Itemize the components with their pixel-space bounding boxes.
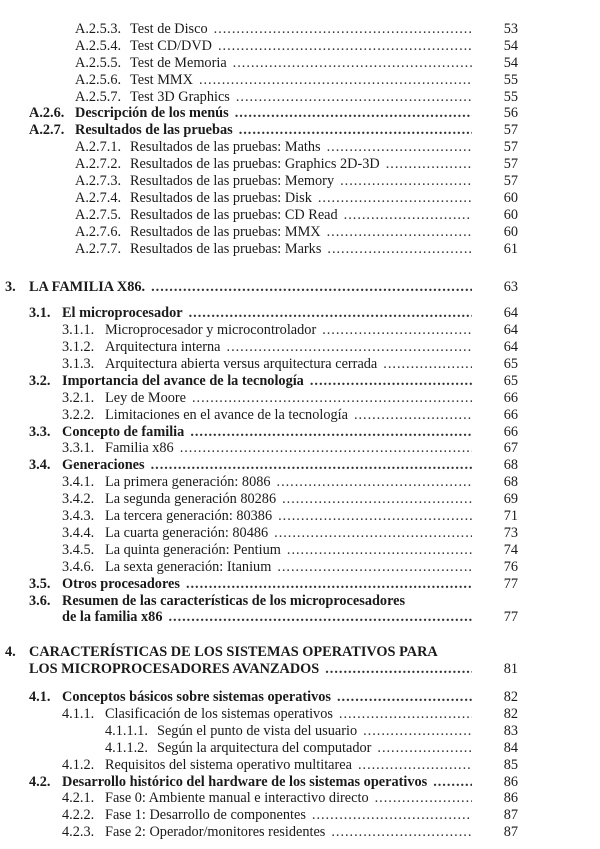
toc-entry[interactable] bbox=[0, 457, 600, 474]
dot-leader bbox=[282, 491, 472, 508]
toc-entry[interactable] bbox=[0, 390, 600, 407]
toc-block bbox=[0, 21, 600, 257]
entry-title: Arquitectura interna bbox=[105, 339, 221, 356]
dot-leader bbox=[277, 559, 472, 576]
entry-number: 4.2.1. bbox=[62, 790, 95, 807]
dot-leader bbox=[337, 689, 472, 706]
page-number: 84 bbox=[503, 739, 518, 756]
entry-title: Fase 0: Ambiente manual e interactivo directo bbox=[105, 790, 369, 807]
page-number: 54 bbox=[503, 54, 518, 71]
dot-leader bbox=[310, 373, 472, 390]
entry-number: 3.4.5. bbox=[62, 541, 95, 558]
entry-title: Familia x86 bbox=[105, 440, 174, 457]
entry-title: LA FAMILIA X86. bbox=[29, 279, 146, 296]
dot-leader bbox=[383, 356, 472, 373]
page-number: 66 bbox=[503, 423, 518, 440]
toc-entry[interactable] bbox=[0, 790, 600, 807]
toc-entry[interactable] bbox=[0, 407, 600, 424]
entry-number: 3.1.1. bbox=[62, 322, 95, 339]
toc-entry[interactable] bbox=[0, 356, 600, 373]
entry-title: Importancia del avance de la tecnología bbox=[62, 372, 304, 389]
entry-title: El microprocesador bbox=[62, 305, 183, 322]
dot-leader bbox=[358, 757, 472, 774]
entry-number: 3.2. bbox=[29, 372, 51, 389]
entry-title: Test 3D Graphics bbox=[130, 88, 230, 105]
dot-leader bbox=[192, 390, 472, 407]
page-number: 68 bbox=[503, 474, 518, 491]
dot-leader bbox=[327, 241, 472, 258]
toc-entry[interactable] bbox=[0, 576, 600, 593]
dot-leader bbox=[322, 322, 472, 339]
entry-number: A.2.5.6. bbox=[75, 71, 122, 88]
toc-entry[interactable] bbox=[0, 757, 600, 774]
entry-title: Test CD/DVD bbox=[130, 37, 212, 54]
dot-leader bbox=[239, 122, 472, 139]
toc-entry[interactable] bbox=[0, 21, 600, 38]
dot-leader bbox=[189, 305, 472, 322]
dot-leader bbox=[344, 207, 472, 224]
entry-title: de la familia x86 bbox=[62, 609, 163, 626]
entry-number: 4.1.1. bbox=[62, 705, 95, 722]
entry-title: La quinta generación: Pentium bbox=[105, 541, 281, 558]
entry-number: A.2.5.7. bbox=[75, 88, 122, 105]
dot-leader bbox=[375, 790, 472, 807]
entry-number: 3.4.1. bbox=[62, 474, 95, 491]
dot-leader bbox=[233, 55, 472, 72]
entry-title: Test de Memoria bbox=[130, 54, 227, 71]
page-number: 82 bbox=[503, 705, 518, 722]
page-number: 66 bbox=[503, 406, 518, 423]
entry-number: 3.1.3. bbox=[62, 356, 95, 373]
toc-entry[interactable] bbox=[0, 139, 600, 156]
entry-title: Según el punto de vista del usuario bbox=[157, 722, 358, 739]
toc-entry[interactable] bbox=[0, 322, 600, 339]
dot-leader bbox=[433, 774, 472, 791]
page-number: 65 bbox=[503, 356, 518, 373]
toc-entry[interactable] bbox=[0, 508, 600, 525]
page-number: 60 bbox=[503, 223, 518, 240]
table-of-contents bbox=[0, 21, 600, 841]
entry-number: A.2.5.4. bbox=[75, 37, 122, 54]
entry-title: Resultados de las pruebas: Maths bbox=[130, 139, 321, 156]
toc-entry[interactable] bbox=[0, 824, 600, 841]
page-number: 63 bbox=[503, 279, 518, 296]
entry-number: 3.1.2. bbox=[62, 339, 95, 356]
toc-entry[interactable] bbox=[0, 72, 600, 89]
page-number: 60 bbox=[503, 189, 518, 206]
dot-leader bbox=[339, 706, 472, 723]
toc-entry[interactable] bbox=[0, 593, 600, 610]
dot-leader bbox=[331, 824, 472, 841]
entry-title: Arquitectura abierta versus arquitectura cerrada bbox=[105, 356, 378, 373]
entry-number: 3.5. bbox=[29, 575, 51, 592]
entry-title: Ley de Moore bbox=[105, 389, 186, 406]
toc-entry[interactable] bbox=[0, 190, 600, 207]
toc-entry[interactable] bbox=[0, 559, 600, 576]
toc-entry[interactable] bbox=[0, 474, 600, 491]
entry-title: Resultados de las pruebas: Disk bbox=[130, 189, 312, 206]
entry-number: 4.1. bbox=[29, 689, 51, 706]
page-number: 87 bbox=[503, 824, 518, 841]
toc-entry[interactable] bbox=[0, 807, 600, 824]
entry-number: 3.4. bbox=[29, 457, 51, 474]
toc-entry[interactable] bbox=[0, 491, 600, 508]
dot-leader bbox=[363, 723, 472, 740]
entry-number: 3.3. bbox=[29, 423, 51, 440]
page-number: 74 bbox=[503, 541, 518, 558]
toc-entry[interactable] bbox=[0, 207, 600, 224]
page-number: 65 bbox=[503, 372, 518, 389]
entry-title: Test de Disco bbox=[130, 21, 208, 37]
page-number: 56 bbox=[503, 105, 518, 122]
toc-entry[interactable] bbox=[0, 661, 600, 678]
entry-number: 4.1.1.1. bbox=[105, 722, 148, 739]
entry-title: Conceptos básicos sobre sistemas operativos bbox=[62, 689, 331, 706]
page-number: 81 bbox=[503, 661, 518, 678]
entry-title: Resultados de las pruebas: Marks bbox=[130, 240, 322, 257]
entry-title: Fase 2: Operador/monitores residentes bbox=[105, 824, 326, 841]
page-number: 66 bbox=[503, 389, 518, 406]
entry-number: 4. bbox=[5, 644, 16, 661]
entry-number: 3.2.2. bbox=[62, 406, 95, 423]
entry-number: 3.1. bbox=[29, 305, 51, 322]
toc-entry[interactable] bbox=[0, 609, 600, 626]
page-number: 64 bbox=[503, 339, 518, 356]
entry-number: A.2.7.2. bbox=[75, 156, 122, 173]
page-number: 77 bbox=[503, 575, 518, 592]
entry-title: Generaciones bbox=[62, 457, 145, 474]
page-number: 67 bbox=[503, 440, 518, 457]
dot-leader bbox=[236, 89, 472, 106]
dot-leader bbox=[168, 609, 472, 626]
entry-title: Fase 1: Desarrollo de componentes bbox=[105, 807, 306, 824]
entry-number: 4.2.2. bbox=[62, 807, 95, 824]
page-number: 64 bbox=[503, 322, 518, 339]
entry-title: La cuarta generación: 80486 bbox=[105, 524, 269, 541]
entry-title: La segunda generación 80286 bbox=[105, 491, 277, 508]
entry-title: Requisitos del sistema operativo multitarea bbox=[105, 756, 352, 773]
page-number: 55 bbox=[503, 88, 518, 105]
entry-number: A.2.7.5. bbox=[75, 206, 122, 223]
toc-entry[interactable] bbox=[0, 89, 600, 106]
entry-number: A.2.6. bbox=[29, 105, 65, 122]
entry-title: Test MMX bbox=[130, 71, 193, 88]
toc-entry[interactable] bbox=[0, 241, 600, 258]
entry-number: 3.4.2. bbox=[62, 491, 95, 508]
toc-entry[interactable] bbox=[0, 440, 600, 457]
entry-title: CARACTERÍSTICAS DE LOS SISTEMAS OPERATIVOS PARA bbox=[29, 644, 438, 661]
entry-title: La tercera generación: 80386 bbox=[105, 508, 273, 525]
dot-leader bbox=[227, 339, 472, 356]
toc-entry[interactable] bbox=[0, 424, 600, 441]
dot-leader bbox=[235, 105, 472, 122]
page-number: 60 bbox=[503, 206, 518, 223]
entry-title: Resultados de las pruebas: MMX bbox=[130, 223, 321, 240]
dot-leader bbox=[274, 525, 472, 542]
page-number: 57 bbox=[503, 139, 518, 156]
dot-leader bbox=[199, 72, 472, 89]
entry-number: A.2.7.7. bbox=[75, 240, 122, 257]
dot-leader bbox=[325, 661, 472, 678]
page-number: 86 bbox=[503, 790, 518, 807]
entry-number: 3.4.3. bbox=[62, 508, 95, 525]
entry-title: Desarrollo histórico del hardware de los sistemas operativos bbox=[62, 773, 428, 790]
toc-entry[interactable] bbox=[0, 55, 600, 72]
toc-block bbox=[0, 279, 600, 296]
toc-entry[interactable] bbox=[0, 373, 600, 390]
dot-leader bbox=[327, 139, 472, 156]
dot-leader bbox=[277, 474, 472, 491]
page-number: 73 bbox=[503, 524, 518, 541]
dot-leader bbox=[180, 440, 472, 457]
page-number: 82 bbox=[503, 689, 518, 706]
toc-entry[interactable] bbox=[0, 525, 600, 542]
page-number: 54 bbox=[503, 37, 518, 54]
entry-number: A.2.7.4. bbox=[75, 189, 122, 206]
entry-number: 3.3.1. bbox=[62, 440, 95, 457]
dot-leader bbox=[287, 542, 472, 559]
entry-number: A.2.7.1. bbox=[75, 139, 122, 156]
entry-title: Resultados de las pruebas: Memory bbox=[130, 173, 335, 190]
page-number: 69 bbox=[503, 491, 518, 508]
entry-number: A.2.7.6. bbox=[75, 223, 122, 240]
page-number: 85 bbox=[503, 756, 518, 773]
entry-number: 3.4.4. bbox=[62, 524, 95, 541]
dot-leader bbox=[377, 740, 472, 757]
dot-leader bbox=[214, 21, 472, 38]
entry-title: Clasificación de los sistemas operativos bbox=[105, 705, 333, 722]
page-number: 61 bbox=[503, 240, 518, 257]
entry-number: A.2.7. bbox=[29, 122, 65, 139]
dot-leader bbox=[218, 38, 472, 55]
page-number: 68 bbox=[503, 457, 518, 474]
entry-number: 3.4.6. bbox=[62, 558, 95, 575]
entry-title: Otros procesadores bbox=[62, 575, 180, 592]
toc-entry[interactable] bbox=[0, 689, 600, 706]
dot-leader bbox=[386, 156, 472, 173]
page-number: 64 bbox=[503, 305, 518, 322]
entry-title: Resultados de las pruebas: Graphics 2D-3D bbox=[130, 156, 380, 173]
entry-title: Concepto de familia bbox=[62, 423, 185, 440]
toc-entry[interactable] bbox=[0, 224, 600, 241]
dot-leader bbox=[190, 424, 472, 441]
entry-number: A.2.5.3. bbox=[75, 21, 122, 37]
entry-title: Según la arquitectura del computador bbox=[157, 739, 372, 756]
page-number: 86 bbox=[503, 773, 518, 790]
dot-leader bbox=[318, 190, 472, 207]
toc-entry[interactable] bbox=[0, 173, 600, 190]
toc-entry[interactable] bbox=[0, 122, 600, 139]
toc-entry[interactable] bbox=[0, 774, 600, 791]
toc-block bbox=[0, 644, 600, 678]
entry-title: Resultados de las pruebas: CD Read bbox=[130, 206, 338, 223]
entry-number: 3. bbox=[5, 279, 16, 296]
page-number: 55 bbox=[503, 71, 518, 88]
toc-entry[interactable] bbox=[0, 156, 600, 173]
entry-title: Resultados de las pruebas bbox=[75, 122, 233, 139]
entry-number: A.2.7.3. bbox=[75, 173, 122, 190]
dot-leader bbox=[312, 807, 472, 824]
page-number: 71 bbox=[503, 508, 518, 525]
entry-number: 4.2.3. bbox=[62, 824, 95, 841]
toc-entry[interactable] bbox=[0, 542, 600, 559]
toc-entry[interactable] bbox=[0, 339, 600, 356]
toc-entry[interactable] bbox=[0, 706, 600, 723]
dot-leader bbox=[151, 279, 472, 296]
dot-leader bbox=[327, 224, 472, 241]
toc-block bbox=[0, 305, 600, 626]
dot-leader bbox=[340, 173, 472, 190]
entry-number: 4.2. bbox=[29, 773, 51, 790]
toc-entry[interactable] bbox=[0, 279, 600, 296]
page-number: 53 bbox=[503, 21, 518, 37]
entry-number: 3.6. bbox=[29, 592, 51, 609]
entry-number: A.2.5.5. bbox=[75, 54, 122, 71]
page-number: 87 bbox=[503, 807, 518, 824]
entry-title: LOS MICROPROCESADORES AVANZADOS bbox=[29, 661, 320, 678]
page-number: 76 bbox=[503, 558, 518, 575]
entry-title: Descripción de los menús bbox=[75, 105, 229, 122]
entry-title: La primera generación: 8086 bbox=[105, 474, 271, 491]
entry-number: 4.1.2. bbox=[62, 756, 95, 773]
toc-block bbox=[0, 689, 600, 841]
entry-title: Limitaciones en el avance de la tecnología bbox=[105, 406, 348, 423]
entry-title: La sexta generación: Itanium bbox=[105, 558, 272, 575]
page-number: 77 bbox=[503, 609, 518, 626]
dot-leader bbox=[278, 508, 472, 525]
page-number: 57 bbox=[503, 122, 518, 139]
entry-title: Microprocesador y microcontrolador bbox=[105, 322, 317, 339]
page-number: 57 bbox=[503, 156, 518, 173]
dot-leader bbox=[354, 407, 472, 424]
toc-entry[interactable] bbox=[0, 38, 600, 55]
toc-entry[interactable] bbox=[0, 740, 600, 757]
entry-number: 4.1.1.2. bbox=[105, 739, 148, 756]
toc-entry[interactable] bbox=[0, 723, 600, 740]
toc-entry[interactable] bbox=[0, 305, 600, 322]
dot-leader bbox=[186, 576, 472, 593]
toc-entry[interactable] bbox=[0, 105, 600, 122]
page-number: 57 bbox=[503, 173, 518, 190]
entry-number: 3.2.1. bbox=[62, 389, 95, 406]
dot-leader bbox=[151, 457, 472, 474]
entry-title: Resumen de las características de los microprocesadores bbox=[62, 592, 406, 609]
page-number: 83 bbox=[503, 722, 518, 739]
toc-entry[interactable] bbox=[0, 644, 600, 661]
